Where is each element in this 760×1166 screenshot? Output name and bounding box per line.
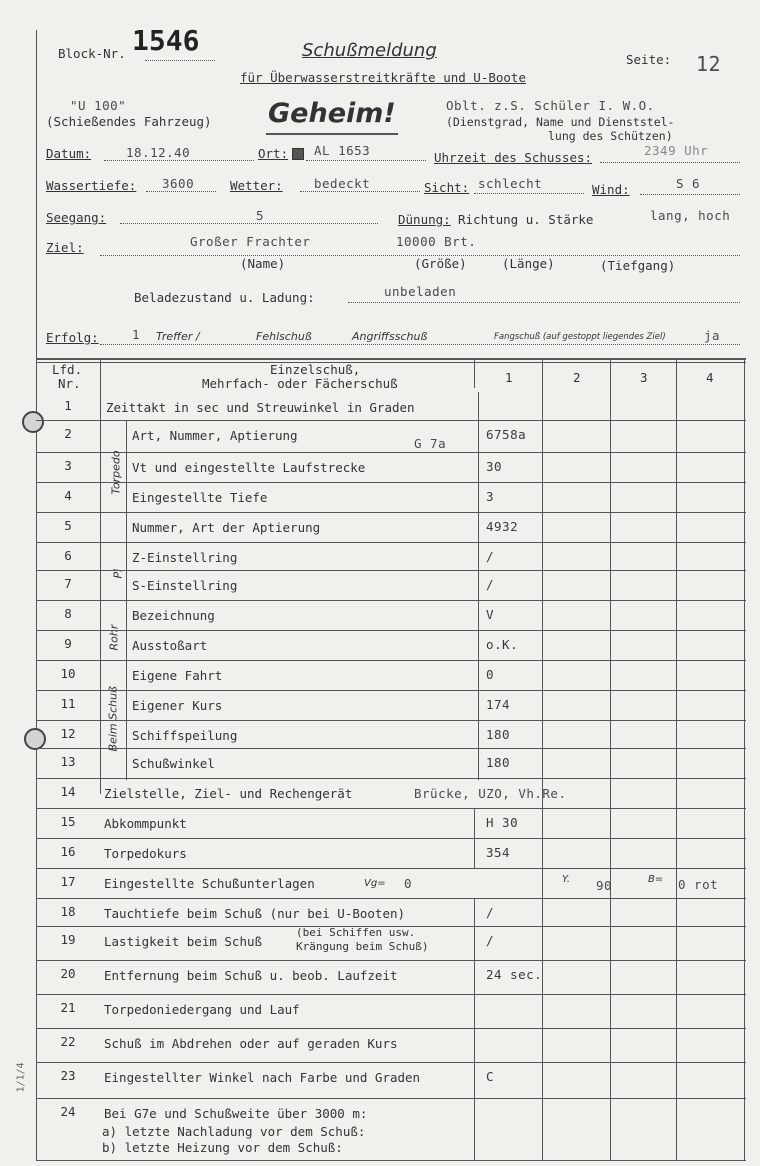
row-value-col1: / bbox=[486, 933, 495, 948]
row-value-col1: 354 bbox=[486, 845, 511, 860]
row17-y-val: 90 bbox=[596, 878, 613, 893]
row19-extra-1: (bei Schiffen usw. bbox=[296, 926, 416, 939]
wind-label: Wind: bbox=[592, 182, 630, 197]
row-divider bbox=[36, 720, 746, 721]
row-value-col1: / bbox=[486, 577, 495, 592]
result-label: Erfolg: bbox=[46, 330, 99, 345]
page-number: 12 bbox=[696, 52, 722, 76]
row-divider bbox=[36, 542, 746, 543]
row-value-col1: / bbox=[486, 905, 495, 920]
row-label: Eingestellte Schußunterlagen bbox=[104, 876, 315, 891]
row17-vg: Vg= bbox=[364, 878, 386, 889]
row-number: 17 bbox=[60, 874, 76, 889]
swell-value: lang, hoch bbox=[650, 208, 731, 223]
target-size: 10000 Brt. bbox=[396, 234, 477, 249]
row-label: Ausstoßart bbox=[132, 638, 208, 653]
target-name: Großer Frachter bbox=[190, 234, 311, 249]
row-number: 8 bbox=[64, 606, 72, 621]
vessel-value: "U 100" bbox=[70, 98, 127, 113]
load-label: Beladezustand u. Ladung: bbox=[134, 290, 315, 305]
row-label: Z-Einstellring bbox=[132, 550, 238, 565]
header-desc-2: Mehrfach- oder Fächerschuß bbox=[202, 376, 398, 391]
row-number: 10 bbox=[60, 666, 76, 681]
caption-length: (Länge) bbox=[502, 256, 555, 271]
row-label: Torpedokurs bbox=[104, 846, 187, 861]
depth-label: Wassertiefe: bbox=[46, 178, 137, 193]
row-label: Nummer, Art der Aptierung bbox=[132, 520, 321, 535]
row-label: Zielstelle, Ziel- und Rechengerät bbox=[104, 786, 353, 801]
row-label: Eingestellter Winkel nach Farbe und Graden bbox=[104, 1070, 421, 1085]
row14-value: Brücke, UZO, Vh.Re. bbox=[414, 786, 567, 801]
row-number: 18 bbox=[60, 904, 76, 919]
row-value-col1: V bbox=[486, 607, 495, 622]
row-value-col1: 180 bbox=[486, 755, 511, 770]
row-number: 12 bbox=[60, 726, 76, 741]
vessel-caption: (Schießendes Fahrzeug) bbox=[46, 114, 212, 129]
load-value: unbeladen bbox=[384, 284, 457, 299]
row-divider bbox=[36, 1028, 746, 1029]
row-label: Schuß im Abdrehen oder auf geraden Kurs bbox=[104, 1036, 398, 1051]
row-value-col1: 0 bbox=[486, 667, 495, 682]
row24-b: b) letzte Heizung vor dem Schuß: bbox=[102, 1140, 343, 1155]
row-label: Entfernung beim Schuß u. beob. Laufzeit bbox=[104, 968, 398, 983]
block-label: Block-Nr. bbox=[58, 46, 126, 61]
row-divider bbox=[36, 898, 746, 899]
caption-draft: (Tiefgang) bbox=[600, 258, 676, 273]
row-value-col1: 3 bbox=[486, 489, 495, 504]
row-label: Eigene Fahrt bbox=[132, 668, 223, 683]
row-value-col1: o.K. bbox=[486, 637, 519, 652]
caption-name: (Name) bbox=[240, 256, 286, 271]
row-label: Bezeichnung bbox=[132, 608, 215, 623]
row-number: 13 bbox=[60, 754, 76, 769]
result-hits: 1 bbox=[132, 327, 141, 342]
sea-label: Seegang: bbox=[46, 210, 107, 225]
row-divider bbox=[36, 1160, 746, 1161]
row-number: 19 bbox=[60, 932, 76, 947]
header-desc-1: Einzelschuß, bbox=[270, 362, 361, 377]
place-value: AL 1653 bbox=[314, 143, 371, 158]
row-divider bbox=[36, 926, 746, 927]
row19-extra-2: Krängung beim Schuß) bbox=[296, 940, 429, 953]
row-number: 7 bbox=[64, 576, 72, 591]
result-hit-text: Treffer / bbox=[156, 330, 200, 343]
row-number: 5 bbox=[64, 518, 72, 533]
row-label: Schußwinkel bbox=[132, 756, 215, 771]
row-divider bbox=[36, 690, 746, 691]
row-divider bbox=[36, 482, 746, 483]
visibility-value: schlecht bbox=[478, 176, 543, 191]
row-divider bbox=[36, 570, 746, 571]
row24-a: a) letzte Nachladung vor dem Schuß: bbox=[102, 1124, 366, 1139]
row-number: 3 bbox=[64, 458, 72, 473]
row-value-col1: 180 bbox=[486, 727, 511, 742]
place-box bbox=[292, 148, 304, 160]
row-divider bbox=[36, 630, 746, 631]
row-value-col1: / bbox=[486, 549, 495, 564]
row-number: 15 bbox=[60, 814, 76, 829]
row-number: 22 bbox=[60, 1034, 76, 1049]
target-label: Ziel: bbox=[46, 240, 84, 255]
row-divider bbox=[36, 452, 746, 453]
row-label: Art, Nummer, Aptierung bbox=[132, 428, 298, 443]
group-boot: Beim Schuß bbox=[106, 686, 120, 752]
row-number: 20 bbox=[60, 966, 76, 981]
header-col-3: 3 bbox=[640, 370, 648, 385]
row-label: Zeittakt in sec und Streuwinkel in Graden bbox=[106, 400, 415, 415]
row2-type: G 7a bbox=[414, 436, 447, 451]
weather-label: Wetter: bbox=[230, 178, 283, 193]
row-label: Tauchtiefe beim Schuß (nur bei U-Booten) bbox=[104, 906, 406, 921]
row-value-col1: 24 sec. bbox=[486, 967, 543, 982]
sea-value: 5 bbox=[256, 208, 265, 223]
row-divider bbox=[36, 868, 746, 869]
form-title: Schußmeldung bbox=[302, 40, 437, 61]
row-divider bbox=[36, 1062, 746, 1063]
row-number: 24 bbox=[60, 1104, 76, 1119]
row17-b-val: 0 rot bbox=[678, 877, 719, 892]
row-number: 11 bbox=[60, 696, 76, 711]
row17-y: Y. bbox=[562, 874, 570, 885]
margin-line bbox=[36, 30, 37, 1160]
row-value-col1: 4932 bbox=[486, 519, 519, 534]
form-subtitle: für Überwasserstreitkräfte und U-Boote bbox=[240, 70, 526, 85]
row-value-col1: 30 bbox=[486, 459, 503, 474]
result-value: ja bbox=[704, 328, 721, 343]
row-label: Bei G7e und Schußweite über 3000 m: bbox=[104, 1106, 368, 1121]
row-divider bbox=[36, 960, 746, 961]
header-lfd-2: Nr. bbox=[58, 376, 81, 391]
row-divider bbox=[36, 600, 746, 601]
weather-value: bedeckt bbox=[314, 176, 371, 191]
row-divider bbox=[36, 838, 746, 839]
group-torpedo: Torpedo bbox=[109, 450, 123, 495]
date-value: 18.12.40 bbox=[126, 145, 191, 160]
row-divider bbox=[36, 994, 746, 995]
officer-caption-1: (Dienstgrad, Name und Dienststel- bbox=[446, 115, 675, 129]
margin-note: 1/1/4 bbox=[15, 1062, 27, 1093]
visibility-label: Sicht: bbox=[424, 180, 470, 195]
result-miss-text: Fehlschuß bbox=[256, 330, 312, 343]
row-label: Torpedoniedergang und Lauf bbox=[104, 1002, 300, 1017]
row-number: 1 bbox=[64, 398, 72, 413]
time-label: Uhrzeit des Schusses: bbox=[434, 150, 593, 165]
row17-vg-val: 0 bbox=[404, 876, 413, 891]
row-number: 21 bbox=[60, 1000, 76, 1015]
row-number: 16 bbox=[60, 844, 76, 859]
date-label: Datum: bbox=[46, 146, 92, 161]
row-label: Lastigkeit beim Schuß bbox=[104, 934, 263, 949]
row-label: Eigener Kurs bbox=[132, 698, 223, 713]
row-number: 2 bbox=[64, 426, 72, 441]
row-divider bbox=[36, 778, 746, 779]
swell-label: Dünung: bbox=[398, 212, 451, 227]
place-label: Ort: bbox=[258, 146, 289, 161]
row-value-col1: C bbox=[486, 1069, 495, 1084]
row-number: 4 bbox=[64, 488, 72, 503]
row-divider bbox=[36, 512, 746, 513]
group-pi: Pi bbox=[111, 568, 125, 579]
row-label: Abkommpunkt bbox=[104, 816, 187, 831]
row-number: 23 bbox=[60, 1068, 76, 1083]
row-divider bbox=[36, 1098, 746, 1099]
header-col-2: 2 bbox=[573, 370, 581, 385]
row-label: Vt und eingestellte Laufstrecke bbox=[132, 460, 366, 475]
row-value-col1: 174 bbox=[486, 697, 511, 712]
header-lfd-1: Lfd. bbox=[52, 362, 83, 377]
row-label: S-Einstellring bbox=[132, 578, 238, 593]
swell-caption: Richtung u. Stärke bbox=[458, 212, 594, 227]
row-number: 6 bbox=[64, 548, 72, 563]
group-rohr: Rohr bbox=[107, 624, 121, 651]
row-number: 9 bbox=[64, 636, 72, 651]
row-number: 14 bbox=[60, 784, 76, 799]
row-label: Schiffspeilung bbox=[132, 728, 238, 743]
caption-size: (Größe) bbox=[414, 256, 467, 271]
wind-value: S 6 bbox=[676, 176, 701, 191]
time-value: 2349 Uhr bbox=[644, 143, 709, 158]
row-value-col1: 6758a bbox=[486, 427, 527, 442]
row-divider bbox=[36, 660, 746, 661]
result-attack-text: Angriffsschuß bbox=[352, 330, 428, 343]
officer-value: Oblt. z.S. Schüler I. W.O. bbox=[446, 98, 655, 113]
page-label: Seite: bbox=[626, 52, 672, 67]
header-col-1: 1 bbox=[505, 370, 513, 385]
row17-b: B= bbox=[648, 874, 664, 885]
header-col-4: 4 bbox=[706, 370, 714, 385]
row-divider bbox=[36, 748, 746, 749]
row-label: Eingestellte Tiefe bbox=[132, 490, 268, 505]
block-number: 1546 bbox=[132, 24, 200, 57]
row-value-col1: H 30 bbox=[486, 815, 519, 830]
row-divider bbox=[36, 808, 746, 809]
officer-caption-2: lung des Schützen) bbox=[548, 129, 673, 143]
row-divider bbox=[36, 420, 746, 421]
result-coup-text: Fangschuß (auf gestoppt liegendes Ziel) bbox=[494, 332, 666, 342]
secret-stamp: Geheim! bbox=[268, 98, 396, 129]
depth-value: 3600 bbox=[162, 176, 195, 191]
